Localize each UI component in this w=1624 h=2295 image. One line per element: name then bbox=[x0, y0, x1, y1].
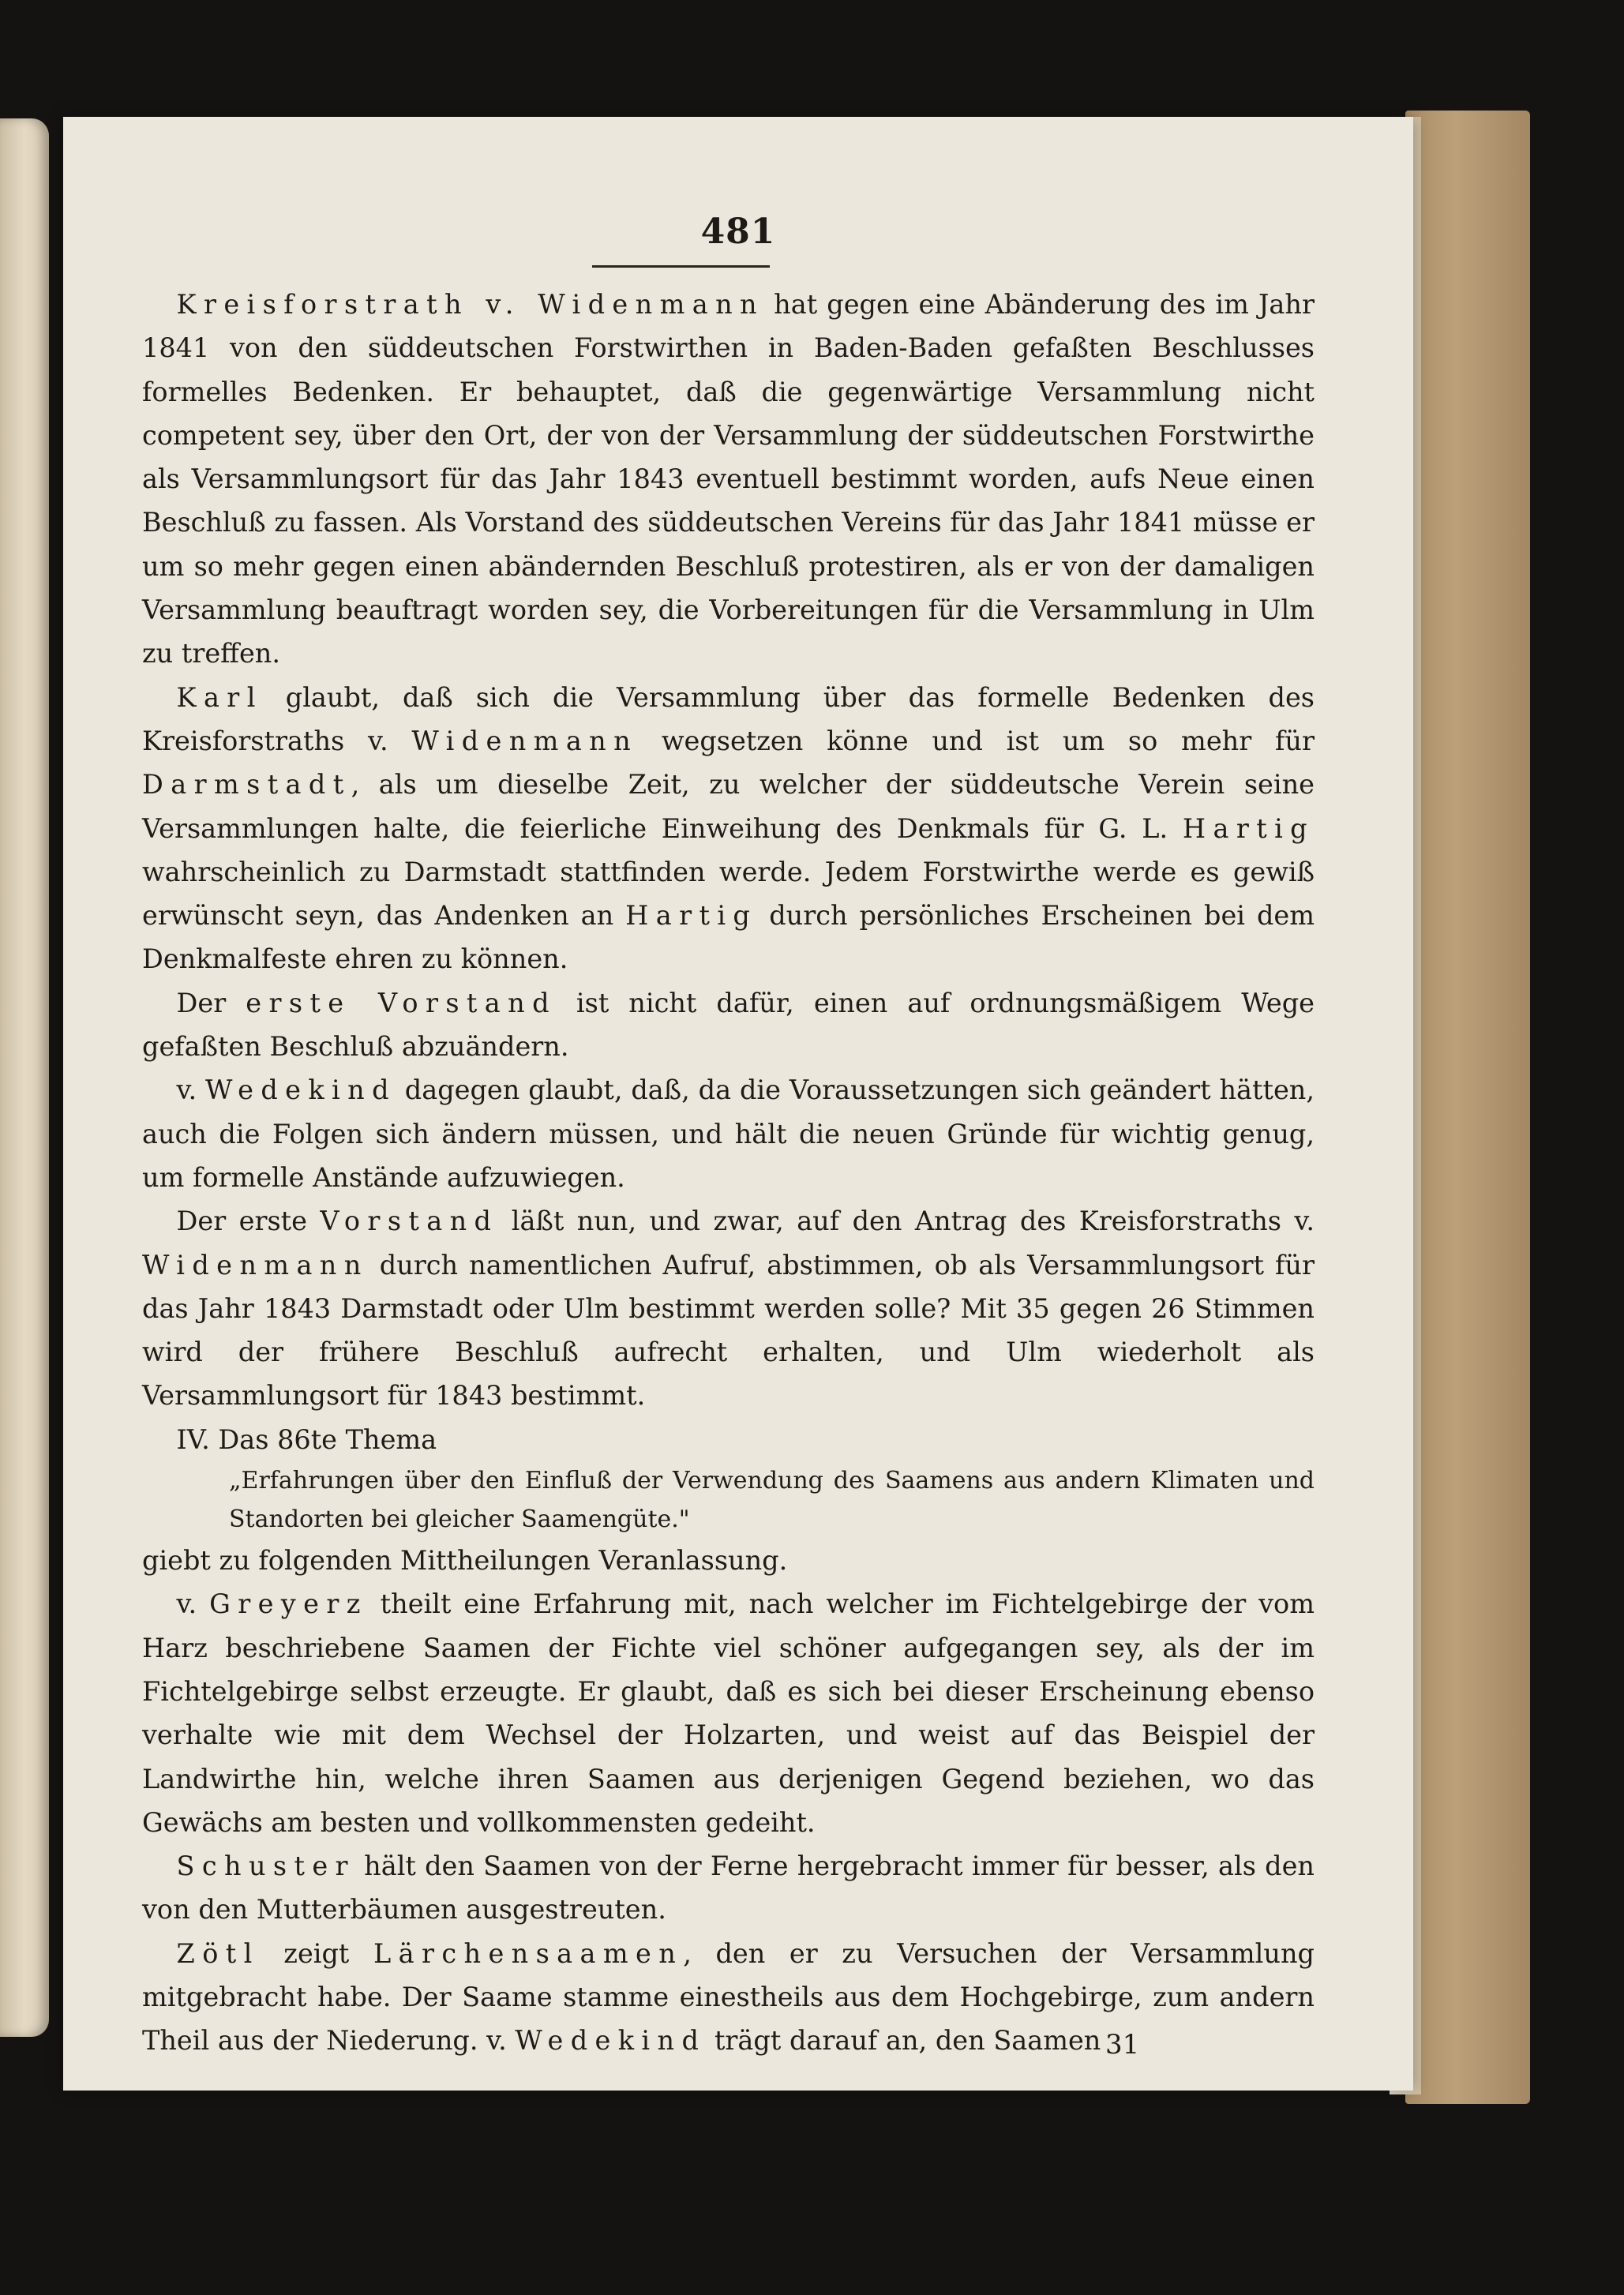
text-run: theilt eine Erfahrung mit, nach welcher im Fichtelgebirge der vom Harz beschriebene Saamen der Fichte viel schöner aufgegangen sey, als der im Fichtelgebirge selbst erzeugte. Er glaubt, daß es sich bei dieser Erscheinung ebenso verhalte wie mit dem Wechsel der Holzarten, und weist auf das Beispiel der Landwirthe hin, welche ihren Saamen aus derjenigen Gegend beziehen, wo das Gewächs am besten und vollkommensten gedeiht. bbox=[142, 1588, 1315, 1838]
paragraph bbox=[142, 981, 1315, 1069]
text-run: ist nicht dafür, einen auf ordnungsmäßigem Wege gefaßten Beschluß abzuändern. bbox=[142, 987, 1315, 1063]
paragraph bbox=[142, 676, 1315, 981]
spaced-name: Widenmann bbox=[520, 289, 765, 320]
facing-page-edge bbox=[0, 118, 49, 2037]
text-run: trägt darauf an, den Saamen bbox=[706, 2025, 1101, 2057]
text-run: , als um dieselbe Zeit, zu welcher der süddeutsche Verein seine Versammlungen halte, die feierliche Einweihung des Denkmals für G. L. bbox=[142, 769, 1315, 844]
text-run: Der bbox=[176, 987, 246, 1018]
text-run: IV. Das 86te Thema bbox=[176, 1423, 437, 1455]
spaced-name: Schuster bbox=[176, 1851, 355, 1882]
text-run: wahrscheinlich zu Darmstadt stattfinden werde. Jedem Forstwirthe werde es gewiß erwünscht seyn, das Andenken an bbox=[142, 856, 1315, 932]
text-run: durch namentlichen Aufruf, abstimmen, ob als Versammlungsort für das Jahr 1843 Darmstadt oder Ulm bestimmt werden solle? Mit 35 gegen 26 Stimmen wird der frühere Beschluß aufrecht erhalten, und Ulm wiederholt als Versammlungsort für 1843 bestimmt. bbox=[142, 1249, 1315, 1412]
text-run: hat gegen eine Abänderung des im Jahr 1841 von den süddeutschen Forstwirthen in Baden-Baden gefaßten Beschlusses formelles Bedenken. Er behauptet, daß die gegenwärtige Versammlung nicht competent sey, über den Ort, der von der Versammlung der süddeutschen Forstwirthe als Versammlungsort für das Jahr 1843 eventuell bestimmt worden, aufs Neue einen Beschluß zu fassen. Als Vorstand des süddeutschen Vereins für das Jahr 1841 müsse er um so mehr gegen einen abändernden Beschluß protestiren, als er von der damaligen Versammlung beauftragt worden sey, die Vorbereitungen für die Versammlung in Ulm zu treffen. bbox=[142, 289, 1315, 669]
quote-paragraph bbox=[142, 1461, 1315, 1539]
text-run: v. bbox=[176, 1074, 206, 1106]
spaced-name: Hartig bbox=[625, 900, 758, 932]
text-run: hält den Saamen von der Ferne hergebracht immer für besser, als den von den Mutterbäumen ausgestreuten. bbox=[142, 1851, 1315, 1926]
spaced-name: Lärchensaamen bbox=[373, 1937, 684, 1969]
paragraph bbox=[142, 1068, 1315, 1199]
spaced-name: erste Vorstand bbox=[246, 987, 557, 1018]
header-rule bbox=[592, 265, 770, 268]
text-run: , den er zu Versuchen der Versammlung mitgebracht habe. Der Saame stamme einestheils aus dem Hochgebirge, zum andern Theil aus der Niederung. v. bbox=[142, 1937, 1315, 2057]
text-run: wegsetzen könne und ist um so mehr für bbox=[638, 725, 1315, 756]
paragraph bbox=[142, 1199, 1315, 1417]
paragraph bbox=[142, 1539, 1315, 1582]
spaced-name: Vorstand bbox=[320, 1206, 499, 1237]
text-run: dagegen glaubt, daß, da die Voraussetzungen sich geändert hätten, auch die Folgen sich ändern müssen, und hält die neuen Gründe für wichtig genug, um formelle Anstände aufzuwiegen. bbox=[142, 1074, 1315, 1193]
spaced-name: Hartig bbox=[1182, 812, 1315, 844]
spaced-name: Karl bbox=[176, 681, 263, 713]
text-run: giebt zu folgenden Mittheilungen Veranlassung. bbox=[142, 1545, 788, 1577]
signature-mark: 31 bbox=[1105, 2029, 1140, 2061]
text-run: „Erfahrungen über den Einfluß der Verwendung des Saamens aus andern Klimaten und Standorten bei gleicher Saamengüte." bbox=[229, 1467, 1315, 1534]
spaced-name: Greyerz bbox=[209, 1588, 368, 1620]
spaced-name: Kreisforstrath v. bbox=[176, 289, 521, 320]
text-run: glaubt, daß sich die Versammlung über das formelle Bedenken des Kreisforstraths v. bbox=[142, 681, 1315, 756]
spaced-name: Darmstadt bbox=[142, 769, 351, 801]
text-run: läßt nun, und zwar, auf den Antrag des Kreisforstraths v. bbox=[498, 1206, 1315, 1237]
text-run: v. bbox=[176, 1588, 210, 1620]
spaced-name: Wedekind bbox=[515, 2025, 707, 2057]
spaced-name: Widenmann bbox=[142, 1249, 369, 1281]
spaced-name: Zötl bbox=[176, 1937, 260, 1969]
page-number: 481 bbox=[700, 212, 776, 252]
book-page bbox=[63, 117, 1413, 2091]
paragraph bbox=[142, 1844, 1315, 1932]
body-text bbox=[142, 283, 1315, 2063]
spaced-name: Widenmann bbox=[411, 725, 639, 756]
text-run: zeigt bbox=[259, 1937, 373, 1969]
spaced-name: Wedekind bbox=[205, 1074, 396, 1106]
paragraph bbox=[142, 1582, 1315, 1844]
paragraph bbox=[142, 283, 1315, 676]
text-run: Der erste bbox=[176, 1206, 321, 1237]
book-cover bbox=[1405, 111, 1530, 2104]
text-run: durch persönliches Erscheinen bei dem Denkmalfeste ehren zu können. bbox=[142, 900, 1315, 975]
paragraph bbox=[142, 1418, 1315, 1461]
